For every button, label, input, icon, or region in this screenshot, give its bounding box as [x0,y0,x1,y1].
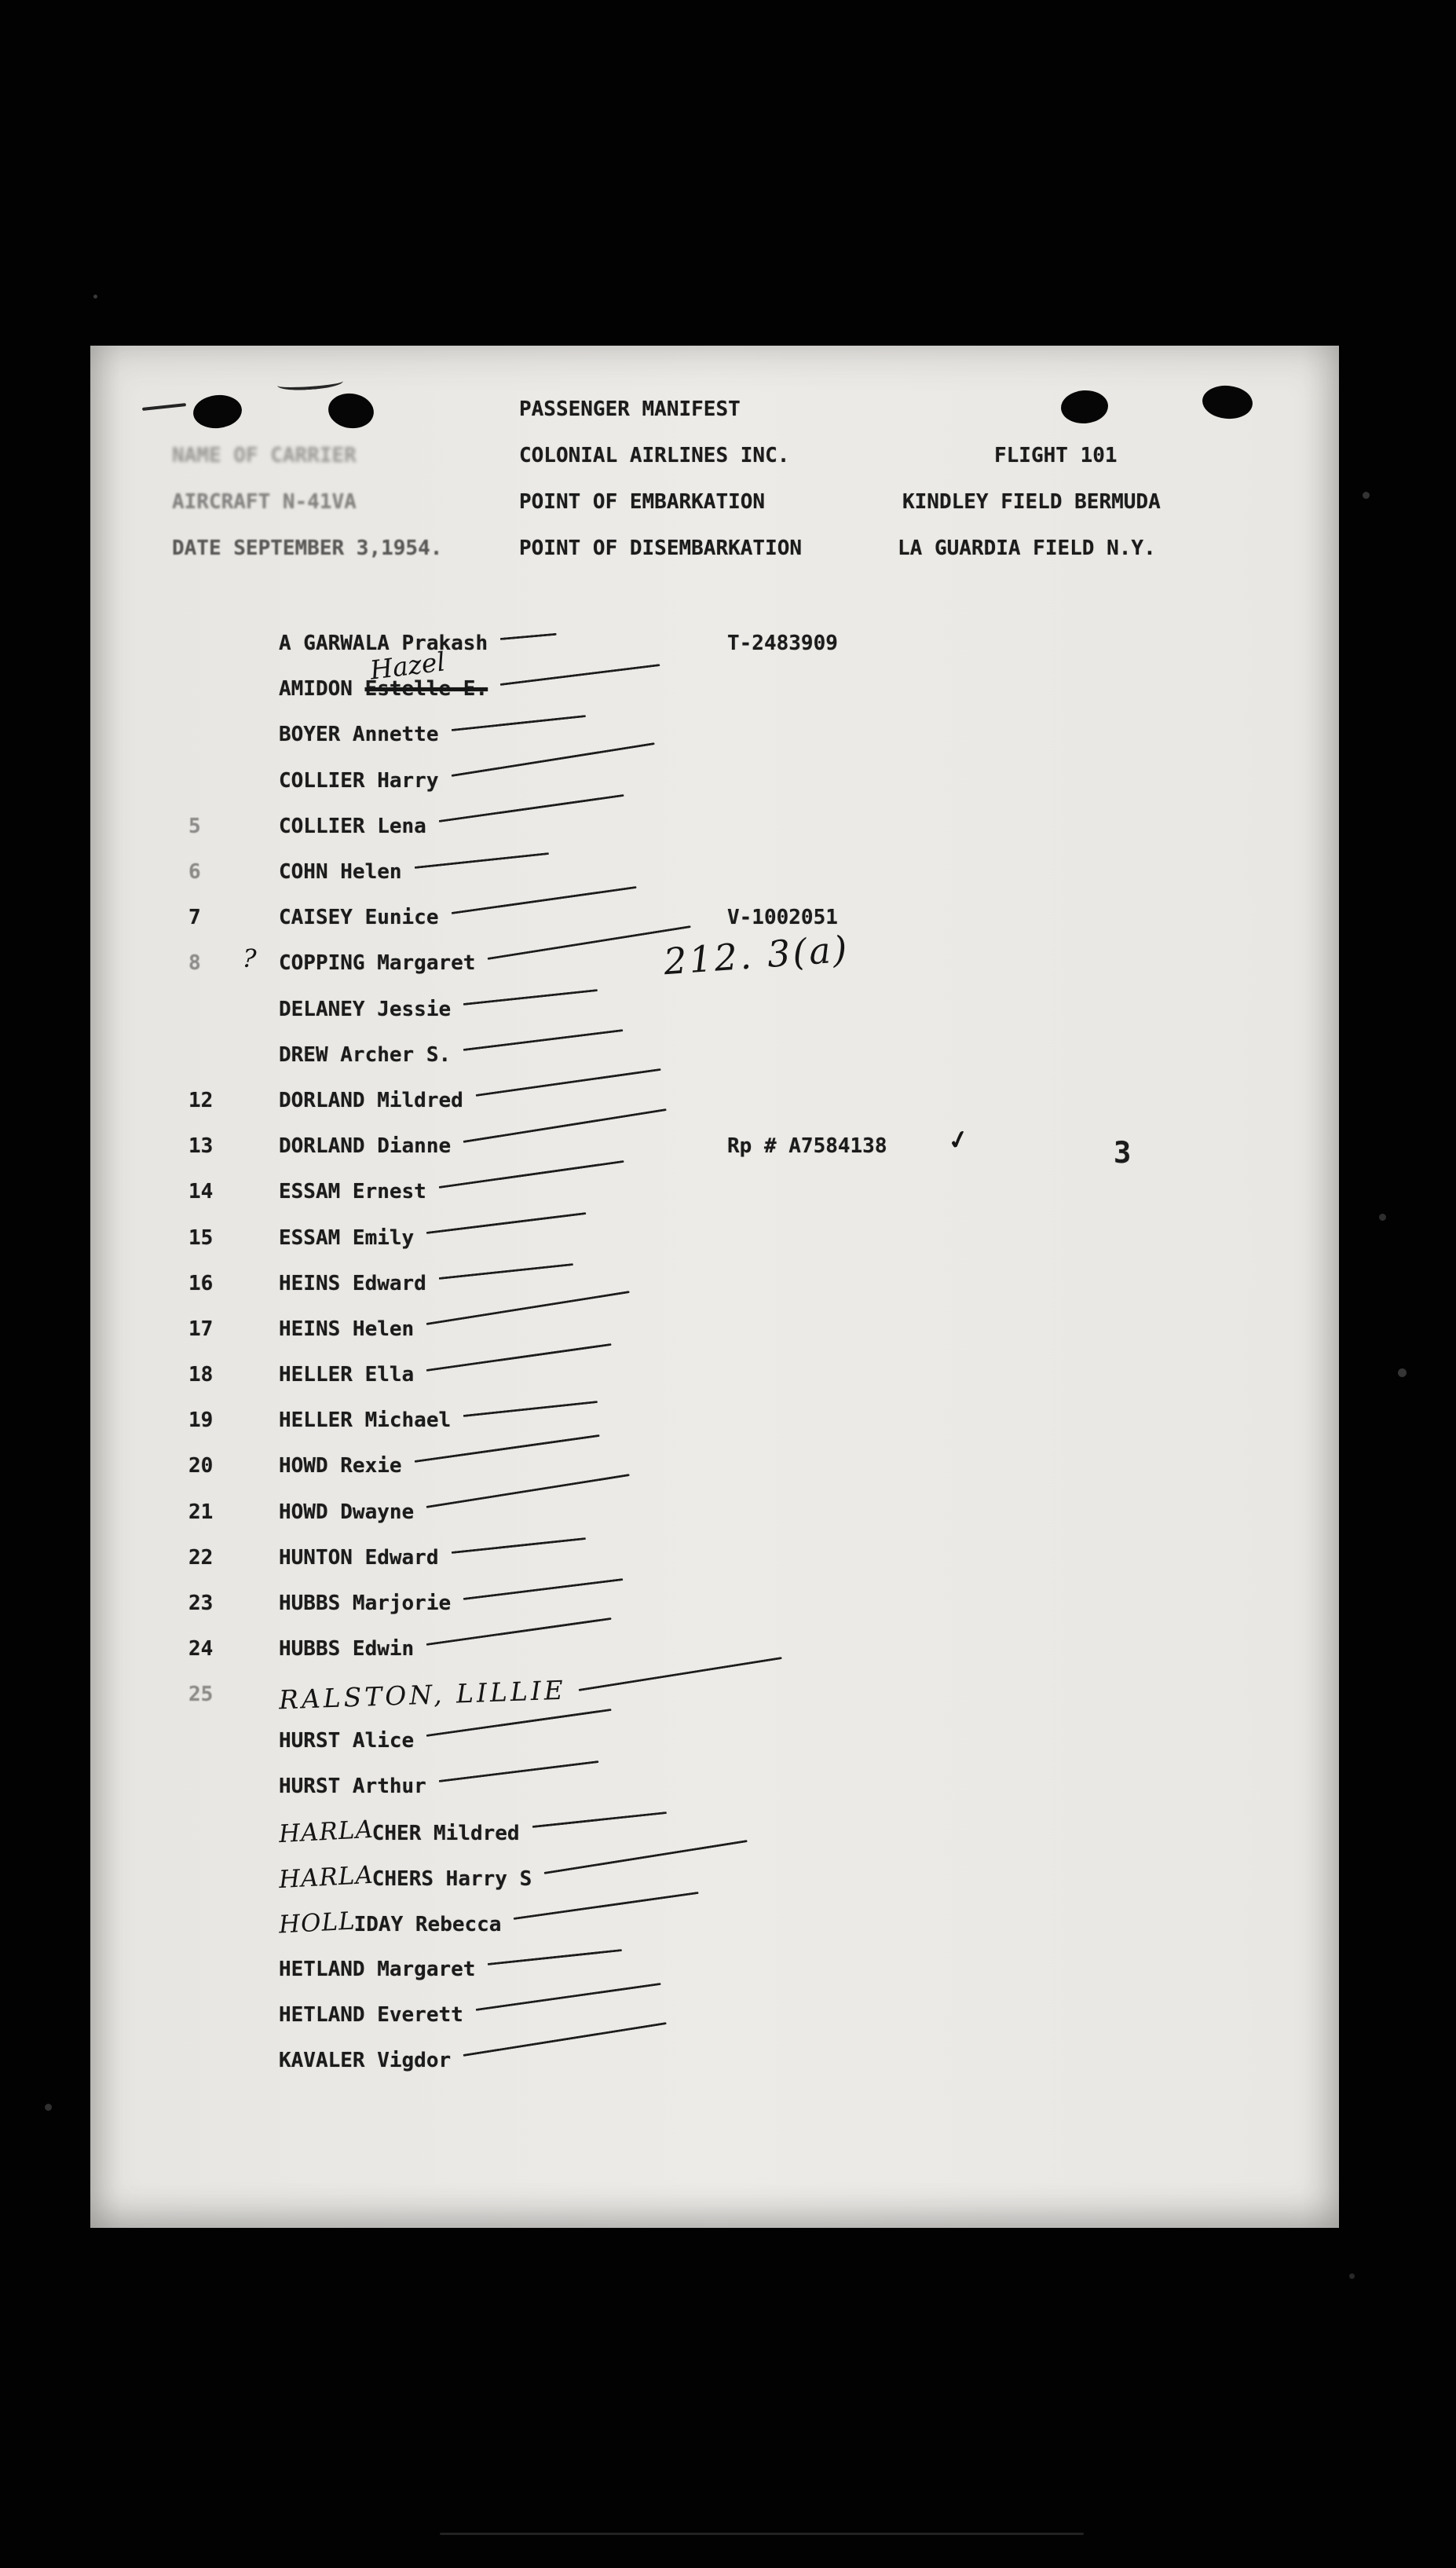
handwritten-tick-mark [451,715,585,731]
typed-name: CAISEY Eunice [279,906,439,930]
typed-name: AMIDON [279,677,365,702]
typed-name: HELLER Ella [279,1363,415,1387]
passenger-name [279,1180,426,1203]
typed-name: IDAY Rebecca [353,1913,502,1937]
passenger-row [90,804,1339,849]
passenger-number: 16 [188,1271,214,1295]
passenger-number: 19 [188,1409,214,1433]
passenger-row [90,646,1339,712]
typed-name: COLLIER Harry [279,768,439,793]
typed-name: DELANEY Jessie [279,997,452,1021]
passenger-name [279,646,488,702]
passenger-number: 13 [188,1134,214,1159]
typed-name: ESSAM Emily [279,1225,415,1250]
passenger-name [279,1134,451,1158]
passenger-row [90,1626,1339,1672]
passenger-row [90,621,1339,666]
passenger-row [90,1764,1339,1809]
passenger-row [90,2038,1339,2083]
passenger-name [279,815,426,838]
handwritten-tick-mark [463,1029,624,1051]
handwritten-tick-mark [451,1537,585,1554]
passenger-row [90,1900,1339,1946]
passenger-number: 6 [188,860,201,885]
passenger-row [90,758,1339,804]
handwritten-question-mark: ? [241,943,258,974]
passenger-row [90,1809,1339,1855]
passenger-name [279,723,439,746]
embarkation-value: KINDLEY FIELD BERMUDA [902,490,1161,514]
passenger-row [90,849,1339,895]
passenger-name [279,951,475,975]
disembarkation-label: POINT OF DISEMBARKATION [519,537,803,560]
manifest-page [90,346,1339,2228]
typed-name: CHERS Harry S [371,1867,532,1892]
passenger-name [279,1409,451,1432]
passenger-row [90,1855,1339,1900]
passenger-row [90,1169,1339,1214]
carrier-name: COLONIAL AIRLINES INC. [519,444,790,467]
passenger-name [279,1775,426,1798]
typed-name: ESSAM Ernest [279,1180,426,1204]
date-faded: DATE SEPTEMBER 3,1954. [172,537,443,560]
page-number: 3 [1114,1136,1132,1170]
header-line-1 [90,397,1339,421]
passenger-name [279,1363,414,1387]
passenger-number: 7 [188,906,201,930]
handwritten-tick-mark [500,664,660,686]
typed-name: HURST Alice [279,1728,415,1753]
passenger-number: 23 [188,1592,214,1616]
typed-name: HOWD Dwayne [279,1500,415,1524]
passenger-name [279,1454,402,1478]
typed-name: CHER Mildred [371,1821,520,1845]
handwritten-tick-mark [500,632,557,639]
typed-name: HOWD Rexie [279,1454,402,1478]
passenger-name [279,632,488,655]
passenger-number: 22 [188,1545,214,1570]
document-number: T-2483909 [727,632,838,655]
flight-number: FLIGHT 101 [994,444,1118,467]
passenger-name [278,1815,520,1849]
typed-name: COPPING Margaret [279,951,476,976]
struck-name-wrap [364,646,488,702]
typed-name: HEINS Helen [279,1317,415,1341]
aircraft-label-faded: AIRCRAFT N-41VA [172,490,357,514]
passenger-row [90,895,1339,940]
typed-name: COHN Helen [279,860,402,885]
passenger-row [90,1992,1339,2038]
passenger-name [279,1043,451,1067]
passenger-name [279,1637,414,1661]
passenger-name [279,1729,414,1753]
passenger-number: 24 [188,1637,214,1661]
passenger-row [90,1214,1339,1260]
handwritten-tick-mark [426,1212,587,1234]
passenger-row [90,1489,1339,1535]
passenger-name [278,1861,532,1895]
disembarkation-value: LA GUARDIA FIELD N.Y. [898,537,1156,560]
passenger-number: 25 [188,1683,214,1707]
passenger-name [279,1226,414,1250]
handwritten-tick-mark [438,1760,598,1782]
passenger-row [90,712,1339,757]
passenger-number: 14 [188,1180,214,1204]
passenger-name [279,860,402,884]
typed-name: HEINS Edward [279,1271,426,1295]
carrier-label-faded: NAME OF CARRIER [172,444,357,467]
handwritten-note: 212. 3(a) [662,928,851,984]
header-line-2 [90,444,1339,467]
handwritten-tick-mark [463,989,598,1006]
pen-scribble [277,375,344,392]
typed-name: HELLER Michael [279,1409,452,1433]
passenger-row [90,1352,1339,1398]
typed-name: DREW Archer S. [279,1042,452,1067]
passenger-row [90,1398,1339,1443]
typed-name: HUNTON Edward [279,1545,439,1570]
passenger-name [279,906,439,929]
passenger-row [90,1261,1339,1306]
passenger-row [90,1535,1339,1581]
handwritten-tick-mark [463,1401,598,1417]
embarkation-label: POINT OF EMBARKATION [519,490,766,514]
passenger-number: 12 [188,1088,214,1112]
passenger-number: 17 [188,1317,214,1341]
passenger-name [279,769,439,793]
passenger-name [279,998,451,1021]
handwritten-name-prefix: HARLA [278,1815,375,1849]
handwritten-tick-mark [488,1949,622,1965]
passenger-name [279,2049,451,2072]
passenger-name [279,1592,451,1615]
passenger-name [278,1674,567,1716]
passenger-number: 18 [188,1363,214,1387]
document-number: Rp # A7584138 [727,1134,887,1159]
passenger-row [90,1672,1339,1717]
passenger-name [279,1317,414,1341]
handwritten-name: RALSTON, LILLIE [278,1674,567,1716]
typed-name: KAVALER Vigdor [279,2048,452,2072]
checkmark-icon: ✓ [945,1123,972,1157]
handwritten-correction: Hazel [368,646,447,686]
typed-name: DORLAND Dianne [279,1134,452,1159]
handwritten-tick-mark [414,852,548,869]
handwritten-tick-mark [439,1263,573,1280]
handwritten-tick-mark [532,1812,666,1829]
document-number: V-1002051 [727,906,838,930]
passenger-number: 20 [188,1454,214,1478]
passenger-row [90,1306,1339,1352]
passenger-row [90,1123,1339,1169]
typed-name: HETLAND Everett [279,2002,463,2027]
typed-name: HETLAND Margaret [279,1957,476,1981]
passenger-row [90,987,1339,1032]
passenger-row [90,1581,1339,1626]
typed-name: HURST Arthur [279,1774,426,1798]
passenger-number: 5 [188,814,201,838]
struck-out-name: Estelle E. [364,677,488,702]
header-line-3 [90,490,1339,514]
passenger-name [279,1958,475,1981]
passenger-row [90,1078,1339,1123]
handwritten-name-prefix: HOLL [278,1907,357,1940]
handwritten-tick-mark [463,1578,624,1600]
passenger-name [279,2003,463,2027]
typed-name: DORLAND Mildred [279,1088,463,1112]
typed-name: A GARWALA Prakash [279,632,488,656]
passenger-name [279,1089,463,1112]
document-title: PASSENGER MANIFEST [519,397,741,421]
passenger-name [278,1907,502,1940]
passenger-list [90,621,1339,2083]
passenger-row [90,1032,1339,1078]
scan-streak [440,2533,1084,2535]
passenger-row [90,1946,1339,1991]
passenger-name [279,1272,426,1295]
passenger-number: 15 [188,1225,214,1250]
typed-name: HUBBS Marjorie [279,1592,452,1616]
typed-name: COLLIER Lena [279,814,426,838]
typed-name: BOYER Annette [279,723,439,747]
passenger-row [90,1443,1339,1489]
passenger-row [90,928,1339,986]
scan-noise [93,295,97,299]
passenger-number: 8 [188,951,201,976]
header-line-4 [90,537,1339,560]
passenger-name [279,1500,414,1524]
passenger-row [90,1718,1339,1764]
typed-name: HUBBS Edwin [279,1637,415,1661]
passenger-name [279,1546,439,1570]
handwritten-name-prefix: HARLA [278,1861,375,1895]
passenger-number: 21 [188,1500,214,1524]
